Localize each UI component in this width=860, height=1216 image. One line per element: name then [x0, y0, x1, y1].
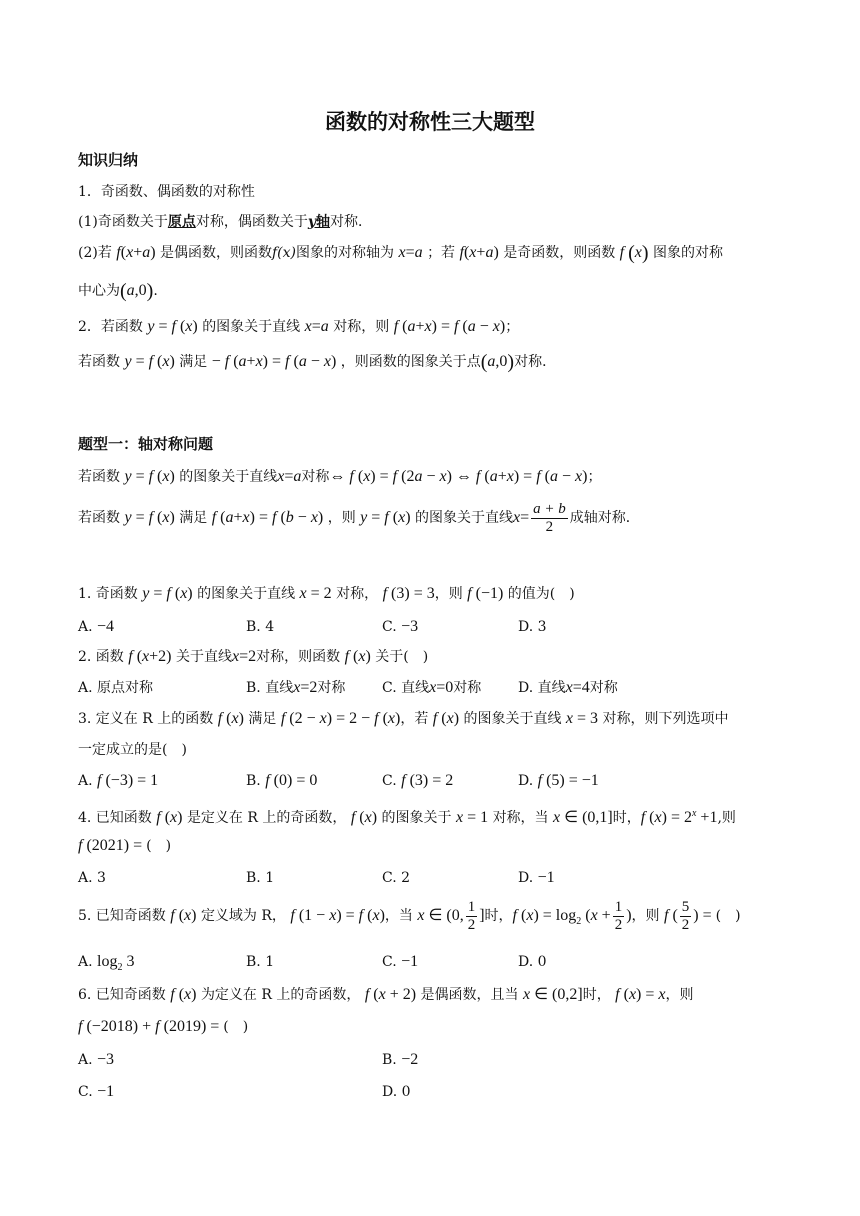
q3-option-c[interactable]: C. f (3) = 2	[382, 772, 454, 789]
q1-option-b[interactable]: B. 4	[246, 619, 275, 635]
formula: f (2 − x) = 2 − f (x)	[280, 710, 401, 727]
rule-line-1: 若函数 y = f (x) 的图象关于直线x=a对称⇔ f (x) = f (2a − x) ⇔ f (a+x) = f (a − x)；	[78, 468, 602, 485]
fraction: $\frac{1}{2}$	[614, 898, 623, 933]
q2-option-c[interactable]: C. 直线x=0对称	[382, 679, 482, 696]
formula: f (a+x) = f (b − x)	[211, 509, 324, 526]
formula: x = 2	[299, 585, 332, 602]
formula: x=2	[231, 648, 257, 665]
formula: f (x + 2)	[364, 986, 417, 1003]
knowledge-item-1-2: (2)若 f(x+a) 是偶函数，则函数f(x)图象的对称轴为 x=a ；若 f(x+a) 是奇函数，则函数 f (x) 图象的对称	[78, 242, 724, 264]
q6-option-c[interactable]: C. −1	[78, 1083, 115, 1100]
knowledge-item-1-2-cont: 中心为(a,0).	[78, 280, 158, 302]
formula: f (x)	[156, 809, 183, 826]
knowledge-item-2: 2．若函数 y = f (x) 的图象关于直线 x=a 对称，则 f (a+x) = f (a − x)；	[78, 318, 520, 335]
formula: y = f (x)	[124, 353, 175, 370]
q4-option-b[interactable]: B. 1	[246, 870, 275, 886]
fraction: $\frac{5}{2}$	[681, 898, 690, 933]
formula: x ∈ (0,1]	[553, 809, 613, 826]
formula: f $(x) = 2^x +1$	[640, 808, 718, 826]
formula: f (x) = x	[615, 986, 666, 1003]
q6-option-a[interactable]: A. −3	[78, 1051, 115, 1068]
formula: f (−2018) + f (2019) =	[78, 1018, 224, 1035]
formula: y = f (x)	[124, 468, 175, 485]
q1-option-a[interactable]: A. −4	[78, 618, 115, 635]
formula: x=	[512, 509, 530, 526]
formula: x = 1	[455, 809, 489, 826]
q5-option-a[interactable]: A. $\log_2 3$	[78, 953, 135, 973]
formula: f (x)	[344, 648, 371, 665]
formula: f (x)	[619, 242, 649, 264]
formula: f (x)	[170, 986, 197, 1003]
section-heading-type1: 题型一：轴对称问题	[78, 435, 214, 453]
q4-option-a[interactable]: A. 3	[78, 870, 106, 886]
formula: f (2021) =	[78, 837, 147, 854]
q4-option-c[interactable]: C. 2	[382, 870, 411, 886]
q4-option-d[interactable]: D. −1	[518, 869, 555, 886]
formula: x = 3	[565, 710, 599, 727]
question-3-cont: 一定成立的是( )	[78, 742, 187, 758]
formula: f (1 − x) = f (x)	[290, 907, 385, 924]
q6-option-b[interactable]: B. −2	[382, 1051, 419, 1068]
formula: x=a	[277, 468, 302, 485]
q2-option-b[interactable]: B. 直线x=2对称	[246, 679, 346, 696]
formula: (a,0)	[480, 351, 515, 373]
question-5: 5. 已知奇函数 f (x) 定义域为 R， f (1 − x) = f (x)，当 x ∈ (0, $\frac{1}{2}$ ]时，f $(x) = \log_2 (x$ + $\frac{1}{2}$ )，则 f ( $\frac{5}{2}$ ) = ( )	[78, 898, 741, 933]
formula: − f (a+x) = f (a − x)	[211, 353, 337, 370]
formula: y = f (x)	[360, 509, 411, 526]
formula: f (3) = 3	[382, 585, 435, 602]
formula: f (x)	[217, 710, 244, 727]
formula: y = f (x)	[142, 585, 193, 602]
formula: f (−1)	[467, 585, 504, 602]
formula: f (x)	[432, 710, 460, 727]
section-heading-knowledge: 知识归纳	[78, 151, 139, 169]
question-6-cont: f (−2018) + f (2019) = ( )	[78, 1018, 249, 1035]
formula: ⇔ f (x) = f (2a − x) ⇔ f (a+x) = f (a − x)	[329, 468, 588, 485]
formula: y = f (x)	[147, 318, 198, 335]
fraction: $\frac{1}{2}$	[467, 898, 476, 933]
formula: f (a+x) = f (a − x)	[393, 318, 506, 335]
question-1: 1. 奇函数 y = f (x) 的图象关于直线 x = 2 对称， f (3) = 3，则 f (−1) 的值为( )	[78, 585, 575, 602]
document-title: 函数的对称性三大题型	[325, 110, 535, 134]
q2-option-d[interactable]: D. 直线x=4对称	[518, 679, 618, 696]
fraction: $\frac{a + b}{2}$	[533, 500, 566, 535]
q5-option-b[interactable]: B. 1	[246, 954, 275, 970]
formula: x=a	[304, 318, 329, 335]
formula: f (x)	[350, 809, 378, 826]
question-3: 3. 定义在 R 上的函数 f (x) 满足 f (2 − x) = 2 − f (x)，若 f (x) 的图象关于直线 x = 3 对称，则下列选项中	[78, 710, 729, 727]
knowledge-item-1: 1．奇函数、偶函数的对称性	[78, 184, 255, 200]
knowledge-item-1-1: (1)奇函数关于原点对称，偶函数关于y轴对称．	[78, 214, 372, 230]
formula: x ∈ (0,	[417, 907, 464, 924]
formula: (a,0)	[120, 280, 154, 302]
formula: x=a	[398, 244, 423, 261]
q1-option-d[interactable]: D. 3	[518, 619, 547, 635]
formula: f (x)	[170, 907, 197, 924]
question-4-cont: f (2021) = ( )	[78, 837, 172, 854]
question-4: 4. 已知函数 f (x) 是定义在 R 上的奇函数， f (x) 的图象关于 x = 1 对称，当 x ∈ (0,1]时，f $(x) = 2^x +1$,则	[78, 808, 736, 826]
formula: f(x+a)	[459, 244, 499, 261]
formula: f $(x) = \log_2 (x$ +	[512, 907, 611, 927]
formula: y = f (x)	[124, 509, 175, 526]
formula: f (	[663, 907, 678, 924]
question-6: 6. 已知奇函数 f (x) 为定义在 R 上的奇函数， f (x + 2) 是偶函数，且当 x ∈ (0,2]时， f (x) = x，则	[78, 986, 694, 1003]
q5-option-c[interactable]: C. −1	[382, 953, 419, 970]
rule-line-2: 若函数 y = f (x) 满足 f (a+x) = f (b − x) ，则 y = f (x) 的图象关于直线x= $\frac{a + b}{2}$ 成轴对称．	[78, 500, 640, 535]
q5-option-d[interactable]: D. 0	[518, 954, 547, 970]
knowledge-item-2-cont: 若函数 y = f (x) 满足 − f (a+x) = f (a − x) ，则函数的图象关于点(a,0)对称．	[78, 351, 557, 373]
q3-option-a[interactable]: A. f (−3) = 1	[78, 772, 159, 789]
formula: x ∈ (0,2]	[523, 986, 583, 1003]
q1-option-c[interactable]: C. −3	[382, 618, 419, 635]
q3-option-b[interactable]: B. f (0) = 0	[246, 772, 318, 789]
formula: f(x+a)	[116, 244, 156, 261]
q3-option-d[interactable]: D. f (5) = −1	[518, 772, 599, 789]
q2-option-a[interactable]: A. 原点对称	[78, 680, 154, 696]
q6-option-d[interactable]: D. 0	[382, 1084, 411, 1100]
formula: f (x+2)	[128, 648, 172, 665]
question-2: 2. 函数 f (x+2) 关于直线x=2对称，则函数 f (x) 关于( )	[78, 648, 429, 665]
